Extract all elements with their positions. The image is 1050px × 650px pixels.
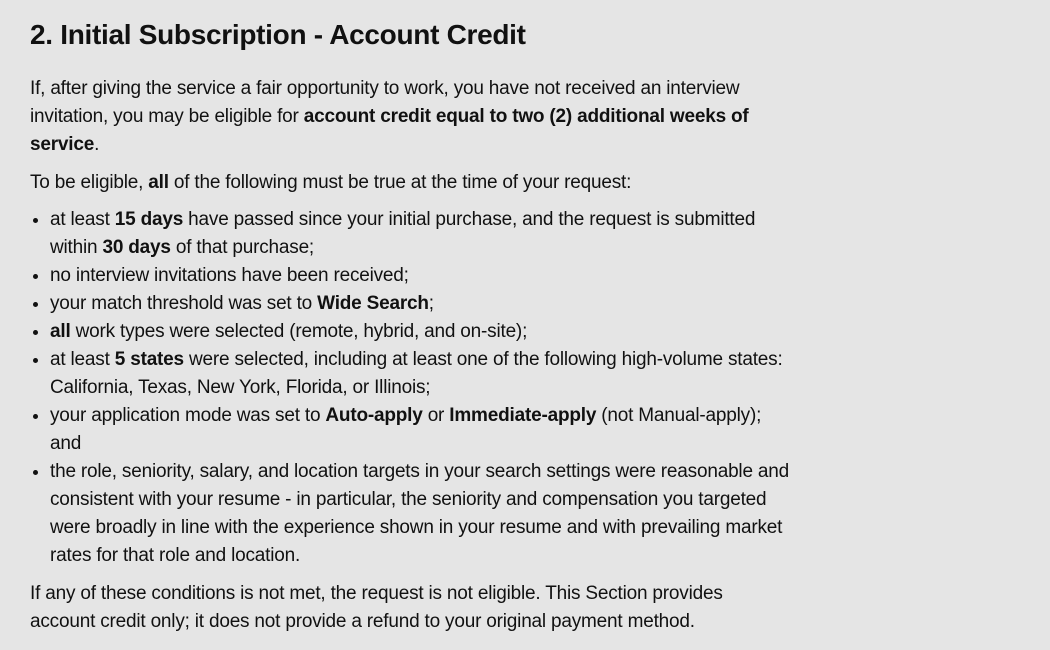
intro-emphasis: account credit equal to two (2) additional weeks of service [30, 106, 749, 155]
condition-item-application-mode [50, 402, 790, 458]
condition-text: at least [50, 209, 115, 230]
eligibility-text-end: of the following must be true at the time of your request: [168, 172, 632, 193]
condition-emphasis: Immediate-apply [449, 405, 597, 426]
section-title: 2. Initial Subscription - Account Credit [30, 19, 526, 50]
condition-text: ; [428, 293, 434, 314]
condition-item-days [50, 206, 790, 262]
condition-text: the role, seniority, salary, and location targets in your search settings were reasonable and consistent with your resume - in particular, the seniority and compensation you targeted were broadly in line with the experience shown in your resume and with prevailing market rates for that role and location. [50, 461, 789, 566]
credit-policy-section [30, 0, 790, 636]
eligibility-emphasis: all [148, 172, 169, 193]
eligibility-paragraph [30, 169, 790, 197]
condition-emphasis: 30 days [102, 237, 171, 258]
condition-emphasis: Auto-apply [325, 405, 423, 426]
condition-text: your application mode was set to [50, 405, 326, 426]
condition-item-no-invitations [50, 262, 790, 290]
condition-text: at least [50, 349, 115, 370]
condition-text: of that purchase; [170, 237, 315, 258]
condition-item-targets [50, 458, 790, 570]
condition-text: have passed since your initial purchase, and the request is submitted within [50, 209, 756, 258]
condition-emphasis: 5 states [114, 349, 184, 370]
condition-text: no interview invitations have been received; [50, 265, 409, 286]
condition-emphasis: all [50, 321, 71, 342]
intro-text: If, after giving the service a fair opportunity to work, you have not received an interview invitation, you may be eligible for [30, 78, 740, 127]
eligibility-text: To be eligible, [30, 172, 149, 193]
intro-paragraph [30, 75, 790, 159]
condition-item-match-threshold [50, 290, 790, 318]
condition-text: work types were selected (remote, hybrid, and on-site); [70, 321, 528, 342]
condition-text: were selected, including at least one of the following high-volume states: California, Texas, New York, Florida, or Illinois; [50, 349, 783, 398]
condition-text: your match threshold was set to [50, 293, 318, 314]
condition-item-states [50, 346, 790, 402]
conditions-list [30, 206, 790, 570]
closing-paragraph: If any of these conditions is not met, the request is not eligible. This Section provides account credit only; it does not provide a refund to your original payment method. [30, 583, 723, 632]
intro-text-end: . [94, 134, 100, 155]
condition-emphasis: 15 days [114, 209, 184, 230]
condition-item-work-types [50, 318, 790, 346]
condition-text: or [422, 405, 450, 426]
condition-text: (not Manual-apply); and [50, 405, 762, 454]
condition-emphasis: Wide Search [317, 293, 429, 314]
